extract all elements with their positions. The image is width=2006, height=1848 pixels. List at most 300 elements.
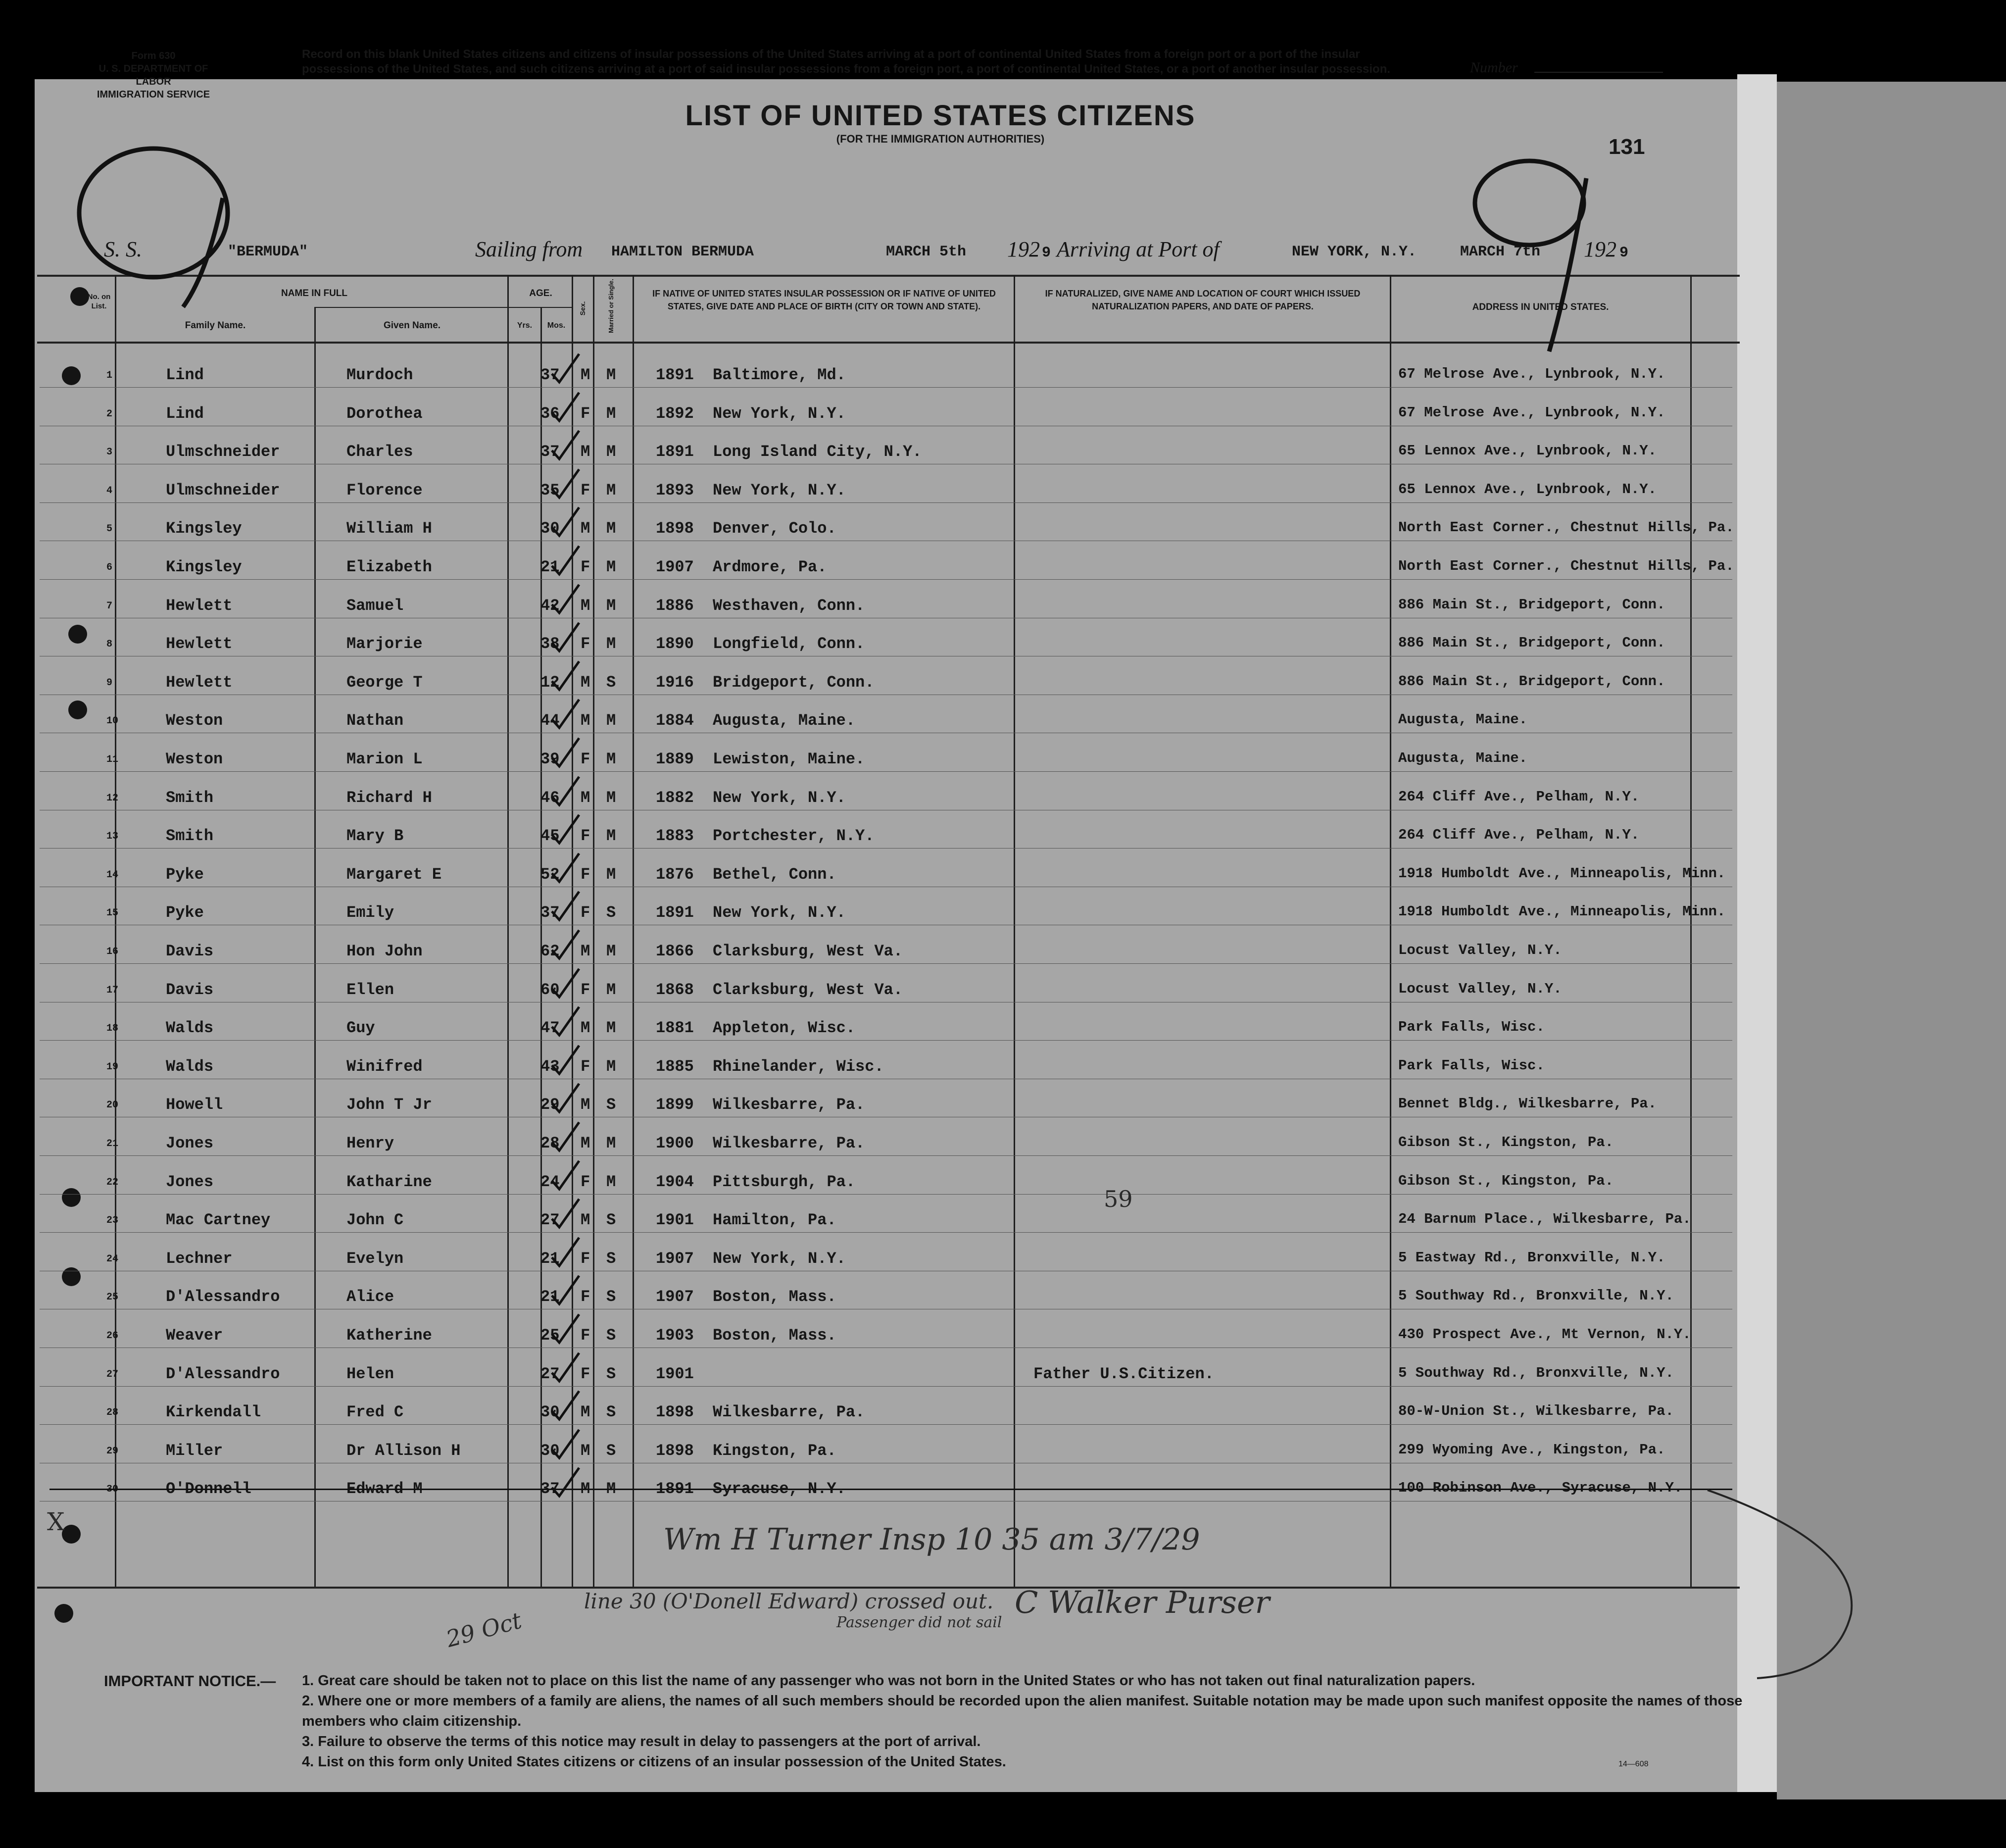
birth-place: New York, N.Y. (713, 404, 846, 423)
marital-status: S (606, 673, 616, 692)
birth-place: Longfield, Conn. (713, 635, 865, 653)
page-title: LIST OF UNITED STATES CITIZENS (685, 100, 1196, 132)
family-name: Howell (166, 1096, 223, 1114)
birth-place: New York, N.Y. (713, 903, 846, 922)
family-name: Hewlett (166, 596, 233, 615)
sex: F (581, 1172, 590, 1191)
sex: M (581, 596, 590, 615)
check-mark-icon (549, 390, 584, 425)
check-mark-icon (549, 697, 584, 732)
birth-place: Boston, Mass. (713, 1326, 836, 1345)
marital-status: M (606, 1057, 616, 1076)
given-name: Henry (346, 1134, 394, 1152)
sex: F (581, 558, 590, 576)
col-header-no: No. on List. (87, 293, 111, 310)
row-number: 21 (106, 1138, 119, 1149)
us-address: 5 Southway Rd., Bronxville, N.Y. (1398, 1288, 1674, 1304)
us-address: North East Corner., Chestnut Hills, Pa. (1398, 558, 1734, 574)
family-name: Jones (166, 1172, 214, 1191)
sex: M (581, 519, 590, 538)
marital-status: M (606, 443, 616, 461)
age-years: 39 (540, 750, 560, 768)
family-name: Davis (166, 980, 214, 999)
us-address: 67 Melrose Ave., Lynbrook, N.Y. (1398, 366, 1665, 382)
col-header-birth: IF NATIVE OF UNITED STATES INSULAR POSSESSION OR IF NATIVE OF UNITED STATES, GIVE DATE AND PLACE OF BIRTH (CITY OR TOWN AND STATE). (652, 289, 996, 311)
check-mark-icon (549, 1004, 584, 1039)
sex: F (581, 635, 590, 653)
row-number: 26 (106, 1330, 119, 1342)
sex: F (581, 827, 590, 846)
sex: M (581, 443, 590, 461)
given-name: Katherine (346, 1326, 432, 1345)
family-name: Miller (166, 1441, 223, 1460)
birth-year: 1885 (656, 1057, 694, 1076)
check-mark-icon (549, 1235, 584, 1270)
row-number: 23 (106, 1215, 119, 1227)
sex: F (581, 903, 590, 922)
department: U. S. DEPARTMENT OF LABOR (98, 63, 208, 87)
us-address: 430 Prospect Ave., Mt Vernon, N.Y. (1398, 1326, 1691, 1343)
center-number: 59 (1104, 1186, 1133, 1212)
given-name: Winifred (346, 1057, 423, 1076)
us-address: 299 Wyoming Ave., Kingston, Pa. (1398, 1441, 1665, 1458)
marital-status: M (606, 366, 616, 384)
marital-status: M (606, 596, 616, 615)
marital-status: M (606, 1019, 616, 1038)
given-name: Evelyn (346, 1249, 404, 1268)
strike-through-line (49, 1489, 1732, 1490)
age-years: 21 (540, 1249, 560, 1268)
sex: F (581, 1364, 590, 1383)
family-name: Weston (166, 711, 223, 730)
row-number: 18 (106, 1023, 119, 1035)
birth-place: Wilkesbarre, Pa. (713, 1096, 865, 1114)
us-address: 1918 Humboldt Ave., Minneapolis, Minn. (1398, 903, 1726, 920)
family-name: Jones (166, 1134, 214, 1152)
sex: M (581, 1096, 590, 1114)
row-number: 2 (106, 408, 113, 420)
passenger-row (40, 1386, 1732, 1425)
passenger-row (40, 1041, 1732, 1079)
sex: M (581, 1019, 590, 1038)
number-field-line (1534, 72, 1663, 73)
age-years: 25 (540, 1326, 560, 1345)
check-mark-icon (549, 851, 584, 886)
passenger-row (40, 695, 1732, 733)
sex: M (581, 1480, 590, 1498)
passenger-row (40, 925, 1732, 964)
marital-status: S (606, 1326, 616, 1345)
marital-status: M (606, 1480, 616, 1498)
given-name: Hon John (346, 942, 423, 960)
family-name: Hewlett (166, 673, 233, 692)
age-years: 36 (540, 404, 560, 423)
age-years: 42 (540, 596, 560, 615)
given-name: Edward M (346, 1480, 423, 1498)
marital-status: M (606, 980, 616, 999)
sex: F (581, 1288, 590, 1306)
passenger-row (40, 426, 1732, 464)
row-number: 1 (106, 370, 113, 381)
birth-year: 1889 (656, 750, 694, 768)
notice-items (302, 1671, 1767, 1772)
given-name: Marjorie (346, 635, 423, 653)
family-name: Mac Cartney (166, 1211, 271, 1230)
passenger-row (40, 502, 1732, 541)
marital-status: M (606, 1134, 616, 1152)
birth-place: Augusta, Maine. (713, 711, 856, 730)
birth-year: 1907 (656, 1249, 694, 1268)
family-name: Lind (166, 404, 204, 423)
sex: M (581, 1211, 590, 1230)
birth-year: 1884 (656, 711, 694, 730)
birth-year: 1883 (656, 827, 694, 846)
age-years: 28 (540, 1134, 560, 1152)
us-address: Locust Valley, N.Y. (1398, 980, 1562, 997)
sex: F (581, 404, 590, 423)
marital-status: S (606, 1096, 616, 1114)
birth-year: 1891 (656, 443, 694, 461)
naturalization-info: Father U.S.Citizen. (1033, 1364, 1214, 1383)
margin-note: 29 Oct (443, 1606, 525, 1653)
check-mark-icon (549, 889, 584, 924)
birth-year: 1893 (656, 481, 694, 499)
family-name: Pyke (166, 903, 204, 922)
given-name: Elizabeth (346, 558, 432, 576)
col-header-yrs: Yrs. (517, 321, 533, 330)
us-address: 886 Main St., Bridgeport, Conn. (1398, 596, 1665, 613)
birth-place: Wilkesbarre, Pa. (713, 1403, 865, 1422)
sex: M (581, 1403, 590, 1422)
row-number: 10 (106, 715, 119, 727)
birth-year: 1904 (656, 1172, 694, 1191)
sailing-date: MARCH 5th (886, 244, 967, 260)
family-name: Kirkendall (166, 1403, 261, 1422)
marital-status: S (606, 1364, 616, 1383)
check-mark-icon (549, 1197, 584, 1231)
col-header-given-name: Given Name. (383, 320, 441, 331)
birth-year: 1866 (656, 942, 694, 960)
notice-item: 3. Failure to observe the terms of this notice may result in delay to passengers at the port of arrival. (302, 1734, 981, 1749)
age-years: 37 (540, 366, 560, 384)
passenger-row (40, 1233, 1732, 1271)
passenger-row (40, 1079, 1732, 1117)
passenger-row (40, 464, 1732, 503)
check-mark-icon (549, 582, 584, 617)
family-name: Kingsley (166, 519, 242, 538)
check-mark-icon (549, 1389, 584, 1423)
birth-year: 1898 (656, 1441, 694, 1460)
age-years: 38 (540, 635, 560, 653)
us-address: 886 Main St., Bridgeport, Conn. (1398, 635, 1665, 651)
marital-status: M (606, 827, 616, 846)
col-header-age: AGE. (529, 288, 552, 299)
pencil-arc (1698, 1485, 1866, 1683)
birth-place: Kingston, Pa. (713, 1441, 836, 1460)
family-name: D'Alessandro (166, 1364, 280, 1383)
check-mark-icon (549, 467, 584, 501)
row-number: 3 (106, 447, 113, 458)
passenger-row (40, 1002, 1732, 1041)
age-years: 35 (540, 481, 560, 499)
arrival-date: MARCH 7th (1460, 244, 1541, 260)
given-name: Charles (346, 443, 413, 461)
us-address: 24 Barnum Place., Wilkesbarre, Pa. (1398, 1211, 1691, 1228)
passenger-row (40, 772, 1732, 810)
sailing-label: Sailing from (475, 237, 583, 261)
birth-year: 1900 (656, 1134, 694, 1152)
passenger-row (40, 849, 1732, 887)
us-address: 1918 Humboldt Ave., Minneapolis, Minn. (1398, 865, 1726, 882)
passenger-row (40, 618, 1732, 656)
given-name: Alice (346, 1288, 394, 1306)
birth-place: Long Island City, N.Y. (713, 443, 922, 461)
given-name: Helen (346, 1364, 394, 1383)
check-mark-icon (549, 544, 584, 578)
marital-status: S (606, 1441, 616, 1460)
row-number: 5 (106, 523, 113, 535)
us-address: 67 Melrose Ave., Lynbrook, N.Y. (1398, 404, 1665, 421)
col-header-married: Married or Single. (607, 279, 615, 333)
passenger-row (40, 580, 1732, 618)
birth-year: 1892 (656, 404, 694, 423)
age-years: 30 (540, 1403, 560, 1422)
birth-year: 1891 (656, 1480, 694, 1498)
marital-status: M (606, 942, 616, 960)
passenger-row (40, 656, 1732, 695)
sex: F (581, 1249, 590, 1268)
birth-year: 1890 (656, 635, 694, 653)
given-name: Katharine (346, 1172, 432, 1191)
row-number: 28 (106, 1407, 119, 1419)
check-mark-icon (549, 620, 584, 655)
birth-year: 1868 (656, 980, 694, 999)
marital-status: M (606, 519, 616, 538)
notice-item: 1. Great care should be taken not to place on this list the name of any passenger who was not born in the United States or who has not taken out final naturalization papers. (302, 1673, 1475, 1689)
family-name: Walds (166, 1019, 214, 1038)
birth-year: 1882 (656, 788, 694, 807)
form-instructions: Record on this blank United States citizens and citizens of insular possessions of the United States arriving at a port of continental United States from a foreign port or a port of the insular possessions of the United States, and such citizens arriving at a port of said insular possessions from a foreign port, a port of continental United States, or a port of another insular possession. (302, 48, 1391, 76)
birth-year: 1916 (656, 673, 694, 692)
us-address: Bennet Bldg., Wilkesbarre, Pa. (1398, 1096, 1657, 1112)
check-mark-icon (549, 1158, 584, 1193)
marital-status: M (606, 865, 616, 884)
row-number: 25 (106, 1292, 119, 1303)
us-address: 65 Lennox Ave., Lynbrook, N.Y. (1398, 443, 1657, 459)
check-mark-icon (549, 1465, 584, 1500)
sex: F (581, 865, 590, 884)
check-mark-icon (549, 812, 584, 847)
birth-place: Clarksburg, West Va. (713, 942, 903, 960)
us-address: 80-W-Union St., Wilkesbarre, Pa. (1398, 1403, 1674, 1420)
birth-year: 1886 (656, 596, 694, 615)
page-number: 131 (1609, 135, 1645, 159)
arrival-port: NEW YORK, N.Y. (1292, 244, 1417, 260)
col-header-family-name: Family Name. (185, 320, 246, 331)
age-years: 62 (540, 942, 560, 960)
family-name: Davis (166, 942, 214, 960)
birth-year: 1901 (656, 1211, 694, 1230)
us-address: Park Falls, Wisc. (1398, 1019, 1545, 1036)
birth-place: Wilkesbarre, Pa. (713, 1134, 865, 1152)
birth-place: Appleton, Wisc. (713, 1019, 856, 1038)
inspector-signature: Wm H Turner Insp 10 35 am 3/7/29 (663, 1522, 1200, 1557)
us-address: 886 Main St., Bridgeport, Conn. (1398, 673, 1665, 690)
sailing-from: HAMILTON BERMUDA (611, 244, 754, 260)
row-number: 13 (106, 831, 119, 843)
birth-place: Hamilton, Pa. (713, 1211, 836, 1230)
row-number: 24 (106, 1253, 119, 1265)
given-name: Dorothea (346, 404, 423, 423)
sex: M (581, 1441, 590, 1460)
birth-year: 1876 (656, 865, 694, 884)
birth-year: 1891 (656, 366, 694, 384)
marital-status: M (606, 750, 616, 768)
birth-place: Baltimore, Md. (713, 366, 846, 384)
passenger-row (40, 964, 1732, 1002)
crossed-out-note: line 30 (O'Donell Edward) crossed out. (584, 1589, 994, 1613)
sex: M (581, 673, 590, 692)
age-years: 27 (540, 1211, 560, 1230)
col-header-sex: Sex. (579, 301, 587, 316)
marital-status: S (606, 1288, 616, 1306)
passenger-row (40, 1117, 1732, 1156)
birth-year: 1903 (656, 1326, 694, 1345)
table-bottom-rule (37, 1587, 1740, 1589)
marital-status: M (606, 558, 616, 576)
notice-item: 4. List on this form only United States citizens or citizens of an insular possession of the United States. (302, 1754, 1006, 1770)
family-name: D'Alessandro (166, 1288, 280, 1306)
birth-year: 1898 (656, 1403, 694, 1422)
birth-year: 1898 (656, 519, 694, 538)
row-number: 19 (106, 1061, 119, 1073)
row-number: 22 (106, 1176, 119, 1188)
age-years: 21 (540, 558, 560, 576)
given-name: William H (346, 519, 432, 538)
family-name: Hewlett (166, 635, 233, 653)
col-header-mos: Mos. (547, 321, 566, 330)
birth-place: Ardmore, Pa. (713, 558, 827, 576)
given-name: Emily (346, 903, 394, 922)
row-number: 7 (106, 600, 113, 612)
check-mark-icon (549, 1312, 584, 1347)
family-name: Pyke (166, 865, 204, 884)
birth-place: Denver, Colo. (713, 519, 836, 538)
col-header-address: ADDRESS IN UNITED STATES. (1472, 302, 1609, 312)
sailing-year-prefix: 192 (1007, 237, 1040, 261)
sex: F (581, 1326, 590, 1345)
us-address: 65 Lennox Ave., Lynbrook, N.Y. (1398, 481, 1657, 498)
sailing-year-digit: 9 (1042, 245, 1051, 261)
family-name: Ulmschneider (166, 481, 280, 499)
row-number: 4 (106, 485, 113, 497)
punch-hole (54, 1604, 73, 1623)
age-years: 24 (540, 1172, 560, 1191)
row-number: 20 (106, 1099, 119, 1111)
check-mark-icon (549, 351, 584, 386)
row-number: 14 (106, 869, 119, 881)
large-nine-mark (59, 124, 247, 312)
row-number: 8 (106, 639, 113, 650)
birth-place: Westhaven, Conn. (713, 596, 865, 615)
us-address: Gibson St., Kingston, Pa. (1398, 1172, 1614, 1189)
check-mark-icon (549, 966, 584, 1001)
sex: M (581, 942, 590, 960)
notice-item: 2. Where one or more members of a family are aliens, the names of all such members should be recorded upon the alien manifest. Suitable notation may be made upon such manifest opposite the names of those members who claim citizenship. (302, 1693, 1743, 1729)
marital-status: S (606, 903, 616, 922)
us-address: 264 Cliff Ave., Pelham, N.Y. (1398, 827, 1640, 844)
given-name: Margaret E (346, 865, 442, 884)
age-years: 45 (540, 827, 560, 846)
age-years: 12 (540, 673, 560, 692)
family-name: Lind (166, 366, 204, 384)
check-mark-icon (549, 659, 584, 694)
birth-place: Clarksburg, West Va. (713, 980, 903, 999)
form-identifier (89, 50, 218, 101)
sex: F (581, 980, 590, 999)
purser-signature: C Walker Purser (1015, 1584, 1270, 1620)
birth-year: 1899 (656, 1096, 694, 1114)
family-name: Smith (166, 788, 214, 807)
birth-place: Lewiston, Maine. (713, 750, 865, 768)
us-address: 100 Robinson Ave., Syracuse, N.Y. (1398, 1480, 1683, 1497)
marital-status: M (606, 788, 616, 807)
row-number: 6 (106, 562, 113, 573)
given-name: Ellen (346, 980, 394, 999)
check-mark-icon (549, 928, 584, 962)
row-number: 17 (106, 984, 119, 996)
passenger-row (40, 1156, 1732, 1195)
us-address: 5 Eastway Rd., Bronxville, N.Y. (1398, 1249, 1665, 1266)
check-mark-icon (549, 1120, 584, 1154)
age-years: 37 (540, 903, 560, 922)
family-name: Kingsley (166, 558, 242, 576)
family-name: Lechner (166, 1249, 233, 1268)
arriving-label: Arriving at Port of (1057, 237, 1220, 261)
given-name: George T (346, 673, 423, 692)
given-name: Samuel (346, 596, 404, 615)
passenger-row (40, 810, 1732, 849)
us-address: 264 Cliff Ave., Pelham, N.Y. (1398, 788, 1640, 805)
row-number: 16 (106, 946, 119, 957)
did-not-sail-note: Passenger did not sail (836, 1614, 1002, 1631)
us-address: Augusta, Maine. (1398, 711, 1528, 728)
marital-status: S (606, 1211, 616, 1230)
cancel-x: X (47, 1507, 65, 1536)
row-number: 27 (106, 1368, 119, 1380)
birth-year: 1907 (656, 558, 694, 576)
age-years: 27 (540, 1364, 560, 1383)
passenger-row (40, 1348, 1732, 1387)
check-mark-icon (549, 1081, 584, 1116)
us-address: North East Corner., Chestnut Hills, Pa. (1398, 519, 1734, 536)
marital-status: S (606, 1249, 616, 1268)
check-mark-icon (549, 1273, 584, 1308)
us-address: Gibson St., Kingston, Pa. (1398, 1134, 1614, 1150)
sex: M (581, 1134, 590, 1152)
large-nine-mark (1455, 149, 1618, 356)
passenger-row (40, 1463, 1732, 1501)
birth-place: Bethel, Conn. (713, 865, 836, 884)
birth-place: Bridgeport, Conn. (713, 673, 875, 692)
age-years: 37 (540, 443, 560, 461)
sex: F (581, 481, 590, 499)
age-years: 60 (540, 980, 560, 999)
birth-place: Boston, Mass. (713, 1288, 836, 1306)
age-years: 44 (540, 711, 560, 730)
given-name: John T Jr (346, 1096, 432, 1114)
given-name: Mary B (346, 827, 404, 846)
